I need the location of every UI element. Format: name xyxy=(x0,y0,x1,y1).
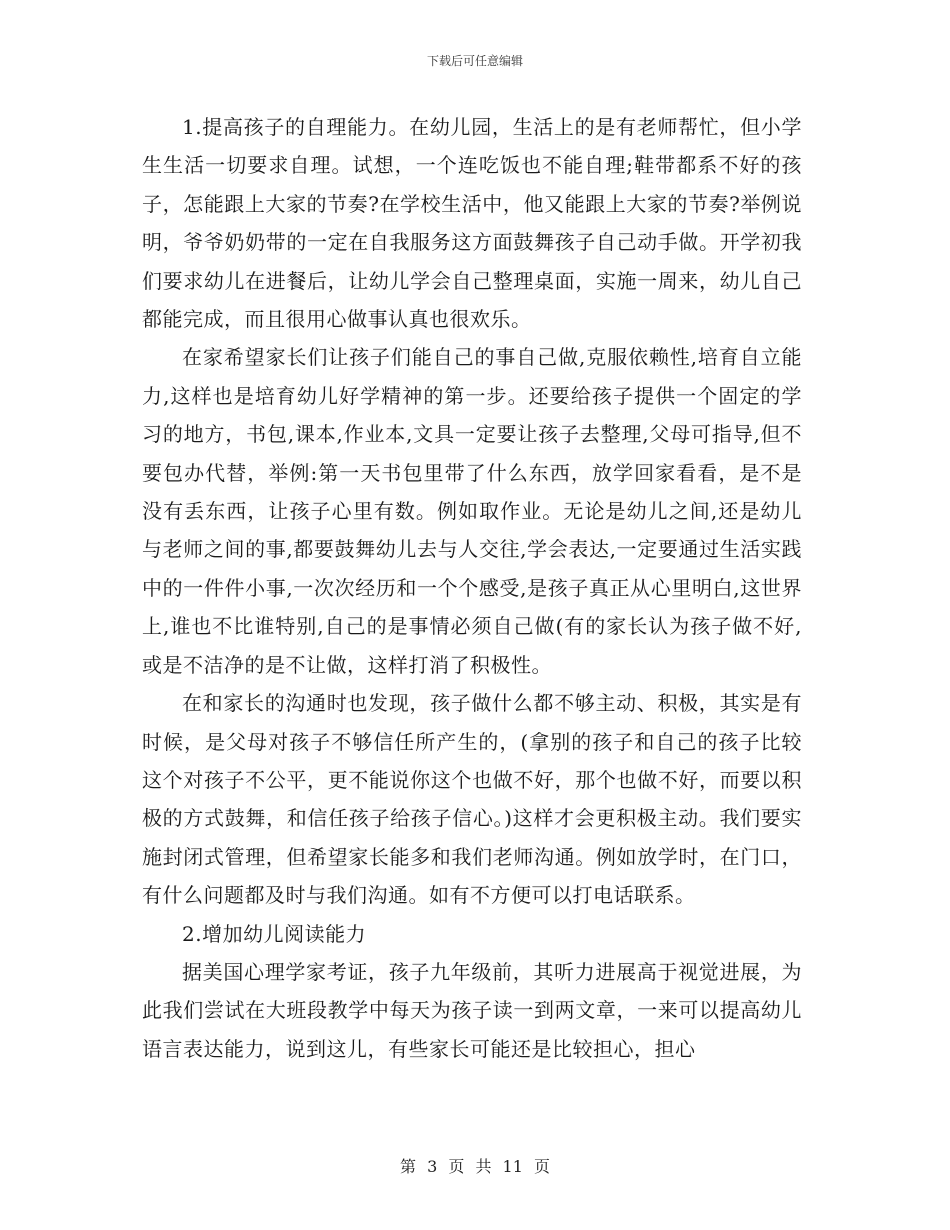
document-body xyxy=(142,108,802,1068)
paragraph-home-independence: 在家希望家长们让孩子们能自己的事自己做,克服依赖性,培育自立能力,这样也是培育幼儿好学精神的第一步。还要给孩子提供一个固定的学习的地方，书包,课本,作业本,文具一定要让孩子去整理,父母可指导,但不要包办代替，举例:第一天书包里带了什么东西，放学回家看看，是不是没有丢东西，让孩子心里有数。例如取作业。无论是幼儿之间,还是幼儿与老师之间的事,都要鼓舞幼儿去与人交往,学会表达,一定要通过生活实践中的一件件小事,一次次经历和一个个感受,是孩子真正从心里明白,这世界上,谁也不比谁特别,自己的是事情必须自己做(有的家长认为孩子做不好,或是不洁净的是不让做，这样打消了积极性。 xyxy=(142,345,802,677)
page-header-note: 下载后可任意编辑 xyxy=(426,54,523,68)
paragraph-self-care: 1.提高孩子的自理能力。在幼儿园，生活上的是有老师帮忙，但小学生生活一切要求自理。试想，一个连吃饭也不能自理;鞋带都系不好的孩子，怎能跟上大家的节奏?在学校生活中，他又能跟上大家的节奏?举例说明，爷爷奶奶带的一定在自我服务这方面鼓舞孩子自己动手做。开学初我们要求幼儿在进餐后，让幼儿学会自己整理桌面，实施一周来，幼儿自己都能完成，而且很用心做事认真也很欢乐。 xyxy=(142,115,802,332)
paragraph-parent-communication: 在和家长的沟通时也发现，孩子做什么都不够主动、积极，其实是有时候，是父母对孩子不够信任所产生的，(拿别的孩子和自己的孩子比较这个对孩子不公平，更不能说你这个也做不好，那个也做不好，而要以积极的方式鼓舞，和信任孩子给孩子信心。)这样才会更积极主动。我们要实施封闭式管理，但希望家长能多和我们老师沟通。例如放学时，在门口，有什么问题都及时与我们沟通。如有不方便可以打电话联系。 xyxy=(142,691,802,908)
page-number: 第 3 页 共 11 页 xyxy=(400,1157,550,1176)
section-heading-reading: 2.增加幼儿阅读能力 xyxy=(182,921,367,946)
paragraph-reading-ability: 据美国心理学家考证，孩子九年级前，其听力进展高于视觉进展，为此我们尝试在大班段教学中每天为孩子读一到两文章，一来可以提高幼儿语言表达能力，说到这儿，有些家长可能还是比较担心，担心 xyxy=(142,959,802,1061)
